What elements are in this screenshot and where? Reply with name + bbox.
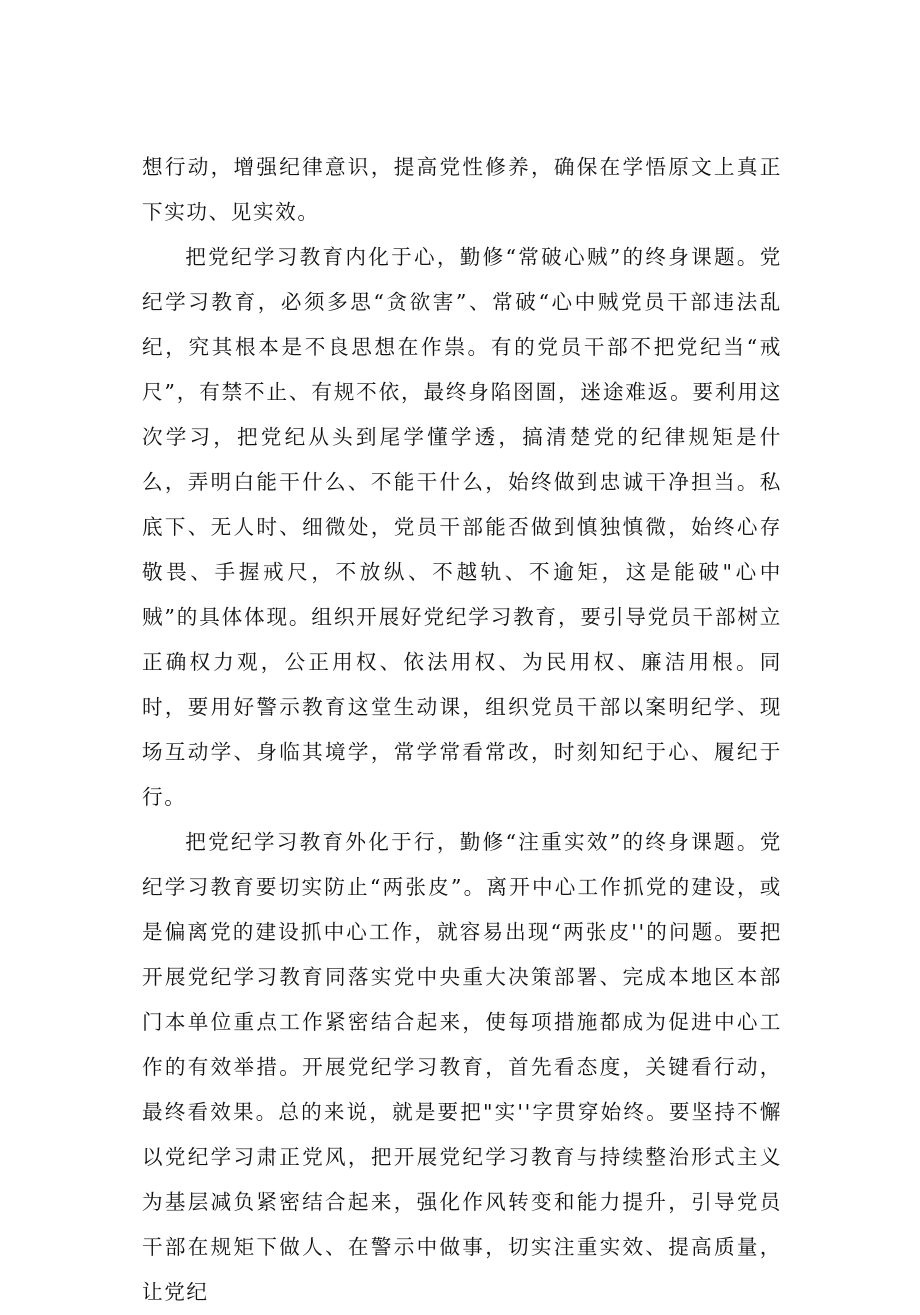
body-text [142,145,782,1315]
paragraph-internalize: 把党纪学习教育内化于心，勤修“常破心贼”的终身课题。党纪学习教育，必须多思“贪欲害”、常破“心中贼党员干部违法乱纪，究其根本是不良思想在作祟。有的党员干部不把党纪当“戒尺”，有禁不止、有规不依，最终身陷囹圄，迷途难返。要利用这次学习，把党纪从头到尾学懂学透，搞清楚党的纪律规矩是什么，弄明白能干什么、不能干什么，始终做到忠诚干净担当。私底下、无人时、细微处，党员干部能否做到慎独慎微，始终心存敬畏、手握戒尺，不放纵、不越轨、不逾矩，这是能破"心中贼”的具体体现。组织开展好党纪学习教育，要引导党员干部树立正确权力观，公正用权、依法用权、为民用权、廉洁用根。同时，要用好警示教育这堂生动课，组织党员干部以案明纪学、现场互动学、身临其境学，常学常看常改，时刻知纪于心、履纪于行。 [142,245,782,809]
paragraph-externalize: 把党纪学习教育外化于行，勤修“注重实效”的终身课题。党纪学习教育要切实防止“两张皮”。离开中心工作抓党的建设，或是偏离党的建设抓中心工作，就容易出现“两张皮''的问题。要把开展党纪学习教育同落实党中央重大决策部署、完成本地区本部门本单位重点工作紧密结合起来，使每项措施都成为促进中心工作的有效举措。开展党纪学习教育，首先看态度，关键看行动，最终看效果。总的来说，就是要把"实''字贯穿始终。要坚持不懈以党纪学习肃正党风，把开展党纪学习教育与持续整治形式主义为基层减负紧密结合起来，强化作风转变和能力提升，引导党员干部在规矩下做人、在警示中做事，切实注重实效、提高质量，让党纪 [142,830,782,1304]
paragraph-continuation: 想行动，增强纪律意识，提高党性修养，确保在学悟原文上真正下实功、见实效。 [142,155,782,224]
